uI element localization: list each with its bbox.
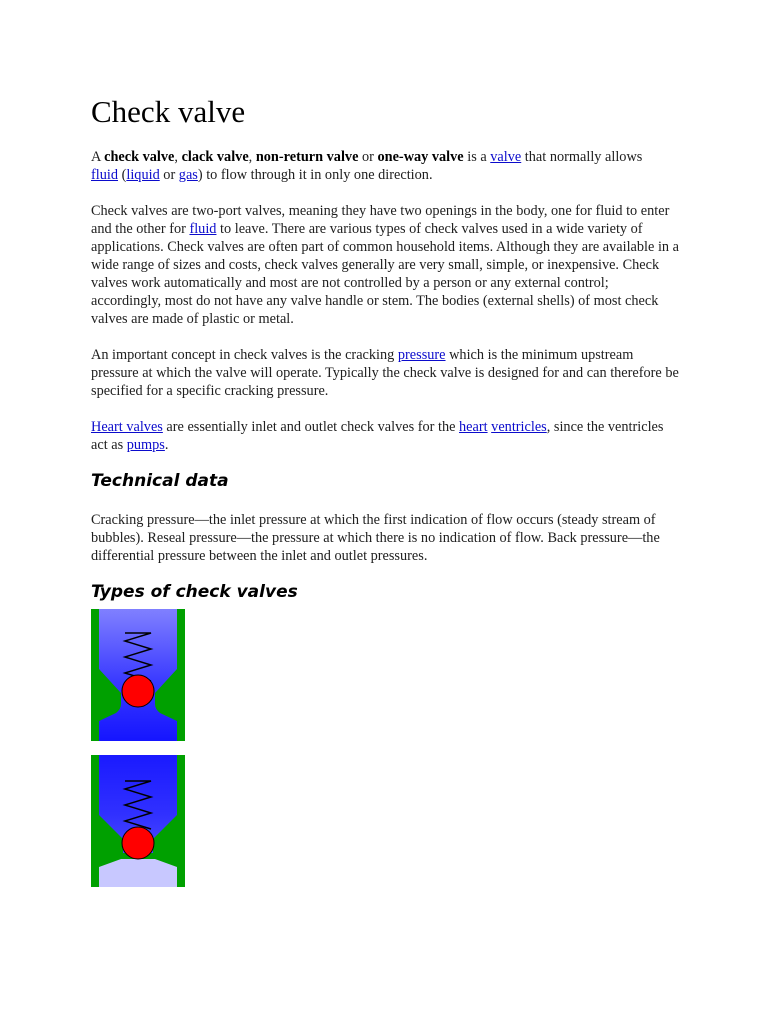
link-valve[interactable]: valve [490, 149, 522, 165]
text-span: ( [118, 167, 127, 183]
link-fluid[interactable]: fluid [91, 167, 119, 183]
text-span: . [164, 437, 169, 453]
intro-paragraph [91, 148, 681, 184]
link-gas[interactable]: gas [178, 167, 198, 183]
text-span: to leave. There are various types of check valves used in a wide variety of applications. Check valves are often part of common household items. Although they are available in a wide range of sizes and costs, check valves generally are very small, simple, or inexpensive. Check valves work automatically and most are not controlled by a person or any external control; accordingly, most do not have any valve handle or stem. The bodies (external shells) of most check valves are made of plastic or metal. [91, 221, 679, 327]
link-heart-valves[interactable]: Heart valves [91, 419, 163, 435]
check-valve-closed-diagram [91, 755, 185, 887]
term-one-way-valve: one-way valve [377, 149, 464, 165]
text-span: that normally allows [521, 149, 643, 165]
link-ventricles[interactable]: ventricles [491, 419, 547, 435]
text-span: An important concept in check valves is the cracking [91, 347, 398, 363]
page-title: Check valve [91, 94, 246, 129]
fluid-channel-downstream [99, 859, 177, 887]
ball-icon [122, 827, 154, 859]
text-span: are essentially inlet and outlet check valves for the [162, 419, 460, 435]
term-non-return-valve: non-return valve [255, 149, 359, 165]
term-check-valve: check valve [104, 149, 175, 165]
paragraph-heart-valves [91, 418, 681, 454]
term-clack-valve: clack valve [181, 149, 249, 165]
paragraph-two-port [91, 202, 681, 328]
link-pumps[interactable]: pumps [126, 437, 165, 453]
section-heading-technical-data: Technical data [91, 471, 229, 491]
section-heading-types: Types of check valves [91, 582, 298, 602]
text-span: , [174, 149, 182, 165]
text-span: ) to flow through it in only one direction. [197, 167, 433, 183]
link-fluid-2[interactable]: fluid [189, 221, 217, 237]
paragraph-technical-data: Cracking pressure—the inlet pressure at which the first indication of flow occurs (steady stream of bubbles). Reseal pressure—the pressure at which there is no indication of flow. Back pressure—the differential pressure between the inlet and outlet pressures. [91, 512, 660, 564]
check-valve-open-diagram [91, 609, 185, 741]
text-span: is a [463, 149, 491, 165]
text-span: which is the minimum upstream pressure at which the valve will operate. Typically the check valve is designed for and can therefore be specified for a specific cracking pressure. [91, 347, 679, 399]
text-span: A [91, 149, 105, 165]
text-span: Check valves are two-port valves, meaning they have two openings in the body, one for fluid to enter and the other for [91, 203, 670, 237]
ball-icon [122, 675, 154, 707]
text-span: , since the ventricles act as [91, 419, 664, 453]
link-heart[interactable]: heart [459, 419, 488, 435]
text-span: , [248, 149, 256, 165]
link-pressure[interactable]: pressure [397, 347, 446, 363]
text-span: or [358, 149, 378, 165]
paragraph-cracking-pressure [91, 346, 681, 400]
text-span: or [159, 167, 179, 183]
article-content [91, 92, 681, 887]
link-liquid[interactable]: liquid [126, 167, 160, 183]
